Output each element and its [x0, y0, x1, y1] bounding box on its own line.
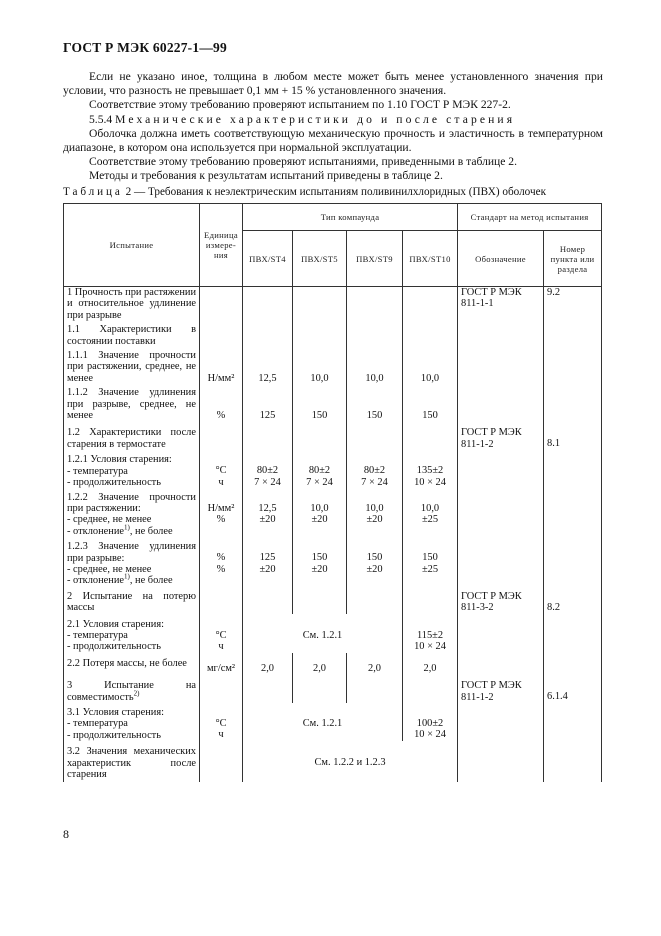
standard-designation: ГОСТ Р МЭК 811-1-1: [458, 287, 544, 322]
value-st4: [243, 537, 293, 587]
value-line: 100±2: [416, 718, 444, 729]
value-line: 7 × 24: [254, 476, 281, 488]
standard-designation: ГОСТ Р МЭК 811-3-2: [458, 587, 544, 614]
value-st4: [243, 450, 293, 488]
value-st4: [243, 489, 293, 538]
table-row: [64, 384, 602, 421]
value-line: 10,0: [420, 502, 440, 514]
unit-line: ч: [218, 729, 224, 741]
value-st4: 2,0: [243, 653, 293, 674]
value-line: 115±2: [416, 629, 444, 641]
value-line: 10 × 24: [414, 729, 446, 741]
document-code-header: ГОСТ Р МЭК 60227-1—99: [63, 40, 227, 55]
test-name-fragment: - отклонение: [67, 525, 124, 537]
value-line: 150: [422, 552, 438, 564]
unit-value: [200, 614, 243, 653]
value-st9: [347, 489, 403, 538]
test-name: [64, 450, 200, 488]
clause-number: 8.2: [544, 587, 602, 614]
header-clause: Номер пункта или раздела: [544, 231, 602, 287]
unit-value: [200, 489, 243, 538]
requirements-table: [63, 203, 602, 782]
test-name: [64, 703, 200, 741]
paragraph-methods: Методы и требования к результатам испытаний приведены в таблице 2.: [89, 169, 443, 183]
value-line: ±20: [366, 563, 383, 575]
footnote-ref: 2): [133, 689, 140, 698]
value-st10: [403, 489, 458, 538]
unit-value: Н/мм²: [200, 350, 243, 384]
value-line: 125: [259, 552, 276, 564]
page-number: 8: [63, 827, 69, 841]
value-st10: 2,0: [403, 653, 458, 674]
test-name-fragment: 3 Испытание на совместимость: [67, 680, 196, 703]
unit-value: мг/см²: [200, 653, 243, 674]
test-name: 1.2 Характеристики после старения в термостате: [64, 421, 200, 450]
value-line: 80±2: [308, 465, 331, 477]
value-st4: 12,5: [243, 350, 293, 384]
unit-line: ч: [218, 640, 224, 652]
header-pvc-st5: ПВХ/ST5: [293, 231, 347, 287]
paragraph-sheath-requirement: Оболочка должна иметь соответствующую механическую прочность и эластичность в температурном диапазоне, в котором она используется при нормальной эксплуатации.: [63, 126, 603, 155]
table-caption-text: 2 — Требования к неэлектрическим испытаниям поливинилхлоридных (ПВХ) оболочек: [122, 186, 547, 198]
unit-value: %: [200, 384, 243, 421]
unit-line: °С: [215, 629, 227, 641]
test-name: [64, 614, 200, 653]
value-st10: 10,0: [403, 350, 458, 384]
table-row: [64, 587, 602, 614]
table-row: [64, 653, 602, 674]
standard-designation: ГОСТ Р МЭК 811-1-2: [458, 674, 544, 703]
value-line: ±25: [421, 513, 439, 525]
table-row: [64, 287, 602, 322]
unit-line: %: [216, 552, 226, 564]
clause-number: 6.1.4: [544, 674, 602, 703]
value-st5: [293, 489, 347, 538]
footnote-ref: 1): [124, 523, 130, 532]
value-st5: 2,0: [293, 653, 347, 674]
table-caption: [63, 186, 546, 198]
value-line: 135±2: [416, 465, 444, 477]
test-name: 1.1.2 Значение удлинения при разрыве, среднее, не менее: [64, 384, 200, 421]
value-st5: [293, 450, 347, 488]
test-name: [64, 537, 200, 587]
table-row: [64, 674, 602, 703]
test-name-line: - продолжительность: [67, 477, 161, 489]
test-name-line: 3.1 Условия старения:: [67, 707, 165, 718]
value-line: 10,0: [310, 502, 329, 514]
paragraph-compliance-2: Соответствие этому требованию проверяют испытаниями, приведенными в таблице 2.: [89, 155, 518, 169]
test-name: [64, 674, 200, 703]
value-line: 10 × 24: [414, 640, 446, 652]
value-st4: 125: [243, 384, 293, 421]
table-row: [64, 450, 602, 488]
value-st9: 150: [347, 384, 403, 421]
merged-value: См. 1.2.2 и 1.2.3: [243, 741, 458, 782]
test-name-line: - продолжительность: [67, 641, 161, 653]
test-name-line: - температура: [67, 465, 128, 477]
value-line: ±20: [311, 563, 328, 575]
table-row: [64, 321, 602, 350]
test-name-fragment: , не более: [129, 525, 173, 537]
test-name-line: 1.2.3 Значение удлинения при разрыве:: [67, 541, 196, 564]
value-line: 7 × 24: [306, 476, 333, 488]
value-line: ±20: [259, 513, 276, 525]
test-name: 2 Испытание на потерю массы: [64, 587, 200, 614]
table-row: [64, 614, 602, 653]
test-name: [64, 489, 200, 538]
table-row: [64, 537, 602, 587]
test-name-line: [67, 572, 196, 587]
test-name-line: - среднее, не менее: [67, 514, 152, 526]
header-pvc-st4: ПВХ/ST4: [243, 231, 293, 287]
footnote-ref: 1): [124, 572, 130, 581]
value-st5: 10,0: [293, 350, 347, 384]
paragraph-section-title: [63, 113, 603, 127]
value-line: 10,0: [365, 502, 384, 514]
value-line: ±20: [259, 563, 276, 575]
unit-value: [200, 450, 243, 488]
header-unit: Единица измере-ния: [200, 204, 243, 287]
value-line: ±25: [421, 563, 439, 575]
unit-line: °С: [215, 465, 227, 477]
test-name: 1.1 Характеристики в состоянии поставки: [64, 321, 200, 350]
value-st10: 150: [403, 384, 458, 421]
table-row: [64, 741, 602, 782]
value-line: 10 × 24: [414, 476, 446, 488]
value-line: 150: [311, 552, 328, 564]
unit-line: %: [216, 563, 226, 575]
test-name-line: 2.1 Условия старения:: [67, 618, 165, 630]
test-name-fragment: , не более: [129, 575, 173, 587]
value-st9: 10,0: [347, 350, 403, 384]
test-name-fragment: - отклонение: [67, 575, 124, 587]
header-pvc-st10: ПВХ/ST10: [403, 231, 458, 287]
value-st5: [293, 537, 347, 587]
table-row: [64, 489, 602, 538]
table-row: [64, 350, 602, 384]
clause-number: 8.1: [544, 421, 602, 450]
header-compound-type: Тип компаунда: [243, 204, 458, 231]
header-designation: Обозначение: [458, 231, 544, 287]
test-name-line: 1.2.2 Значение прочности при растяжении:: [67, 491, 196, 514]
test-name-line: - температура: [67, 718, 128, 730]
unit-line: ч: [218, 476, 224, 488]
clause-number: 9.2: [544, 287, 602, 322]
table-caption-label: Таблица: [63, 186, 123, 198]
merged-value: См. 1.2.1: [243, 614, 403, 653]
header-test-standard: Стандарт на метод испытания: [458, 204, 602, 231]
header-pvc-st9: ПВХ/ST9: [347, 231, 403, 287]
value-st9: 2,0: [347, 653, 403, 674]
unit-value: [200, 537, 243, 587]
value-st10: [403, 537, 458, 587]
value-st10: [403, 614, 458, 653]
test-name-line: 1.2.1 Условия старения:: [67, 454, 172, 466]
value-st5: 150: [293, 384, 347, 421]
test-name-line: - температура: [67, 629, 128, 641]
table-row: [64, 703, 602, 741]
value-line: 80±2: [363, 465, 386, 477]
value-st9: [347, 537, 403, 587]
value-line: 12,5: [258, 502, 277, 514]
value-line: ±20: [311, 513, 328, 525]
unit-line: °С: [215, 718, 227, 729]
test-name: 1.1.1 Значение прочности при растяжении, среднее, не менее: [64, 350, 200, 384]
unit-line: Н/мм²: [207, 502, 235, 514]
test-name-line: [67, 523, 196, 537]
value-st10: [403, 450, 458, 488]
value-line: 80±2: [256, 465, 279, 477]
header-test: Испытание: [64, 204, 200, 287]
paragraph-thickness: Если не указано иное, толщина в любом месте может быть менее установленного значения при условии, что разность не превышает 0,1 мм + 15 % установленного значения.: [63, 70, 603, 98]
test-name: 2.2 Потеря массы, не более: [64, 653, 200, 674]
body-text: [63, 70, 603, 184]
value-line: 7 × 24: [361, 476, 388, 488]
standard-designation: ГОСТ Р МЭК 811-1-2: [458, 421, 544, 450]
value-line: 150: [366, 552, 383, 564]
paragraph-compliance-1: Соответствие этому требованию проверяют испытанием по 1.10 ГОСТ Р МЭК 227-2.: [89, 98, 511, 112]
test-name-line: - среднее, не менее: [67, 563, 152, 575]
value-st10: [403, 703, 458, 741]
table-row: [64, 421, 602, 450]
section-title: Механические характеристики до и после старения: [115, 112, 516, 126]
value-line: ±20: [366, 513, 383, 525]
unit-value: [200, 703, 243, 741]
test-name: 1 Прочность при растяжении и относительное удлинение при разрыве: [64, 287, 200, 322]
test-name-line: - продолжительность: [67, 729, 161, 741]
unit-line: %: [216, 513, 226, 525]
test-name: 3.2 Значения механических характеристик после старения: [64, 741, 200, 782]
merged-value: См. 1.2.1: [243, 703, 403, 741]
value-st9: [347, 450, 403, 488]
section-number: 5.5.4: [89, 112, 113, 126]
